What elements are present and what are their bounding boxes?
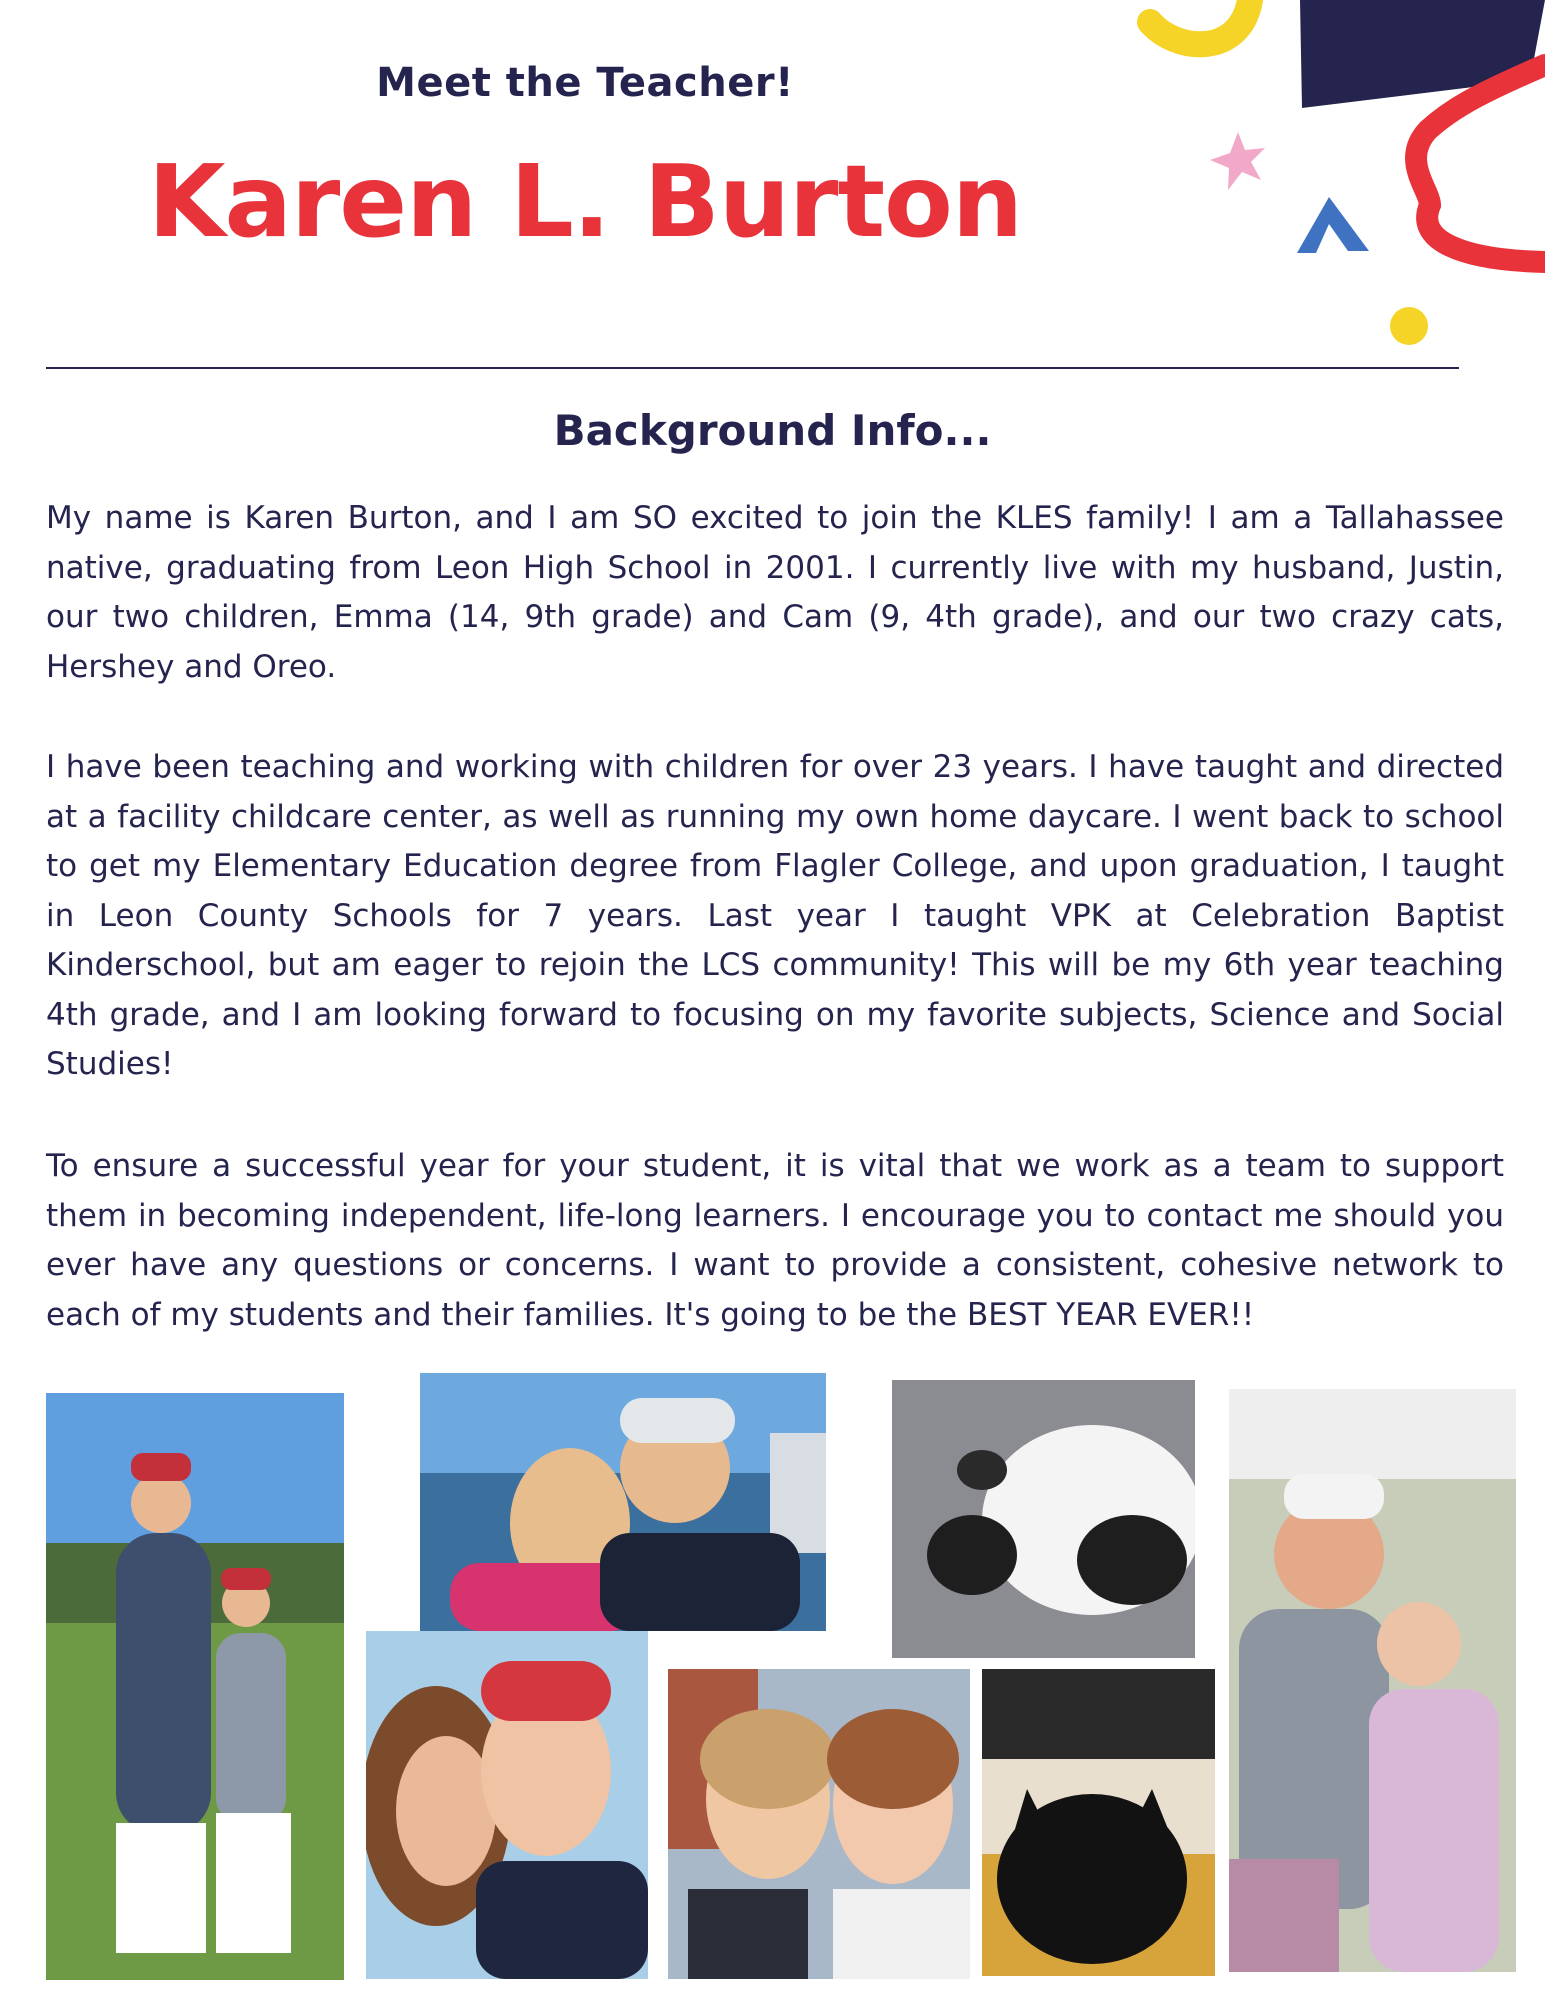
paragraph-partnership: To ensure a successful year for your student, it is vital that we work as a team to support them in becoming independent, life-long learners. I encourage you to contact me should you ever have any questions or concerns. I want to provide a consistent, cohesive network to each of my students and their families. It's going to be the BEST YEAR EVER!! (46, 1148, 1504, 1333)
photo-dad-daughter-hug (1229, 1389, 1516, 1972)
section-heading: Background Info... (553, 406, 992, 455)
pink-star-shape (1210, 132, 1265, 190)
paragraph-experience: I have been teaching and working with children for over 23 years. I have taught and directed at a facility childcare center, as well as running my own home daycare. I went back to school to get my Elementary Education degree from Flagler College, and upon graduation, I taught in Leon County Schools for 7 years. Last year I taught VPK at Celebration Baptist Kinderschool, but am eager to rejoin the LCS community! This will be my 6th year teaching 4th grade, and I am looking forward to focusing on my favorite subjects, Science and Social Studies! (46, 749, 1504, 1082)
teacher-name-title: Karen L. Burton (147, 143, 1023, 260)
photo-couple-beach-selfie (420, 1373, 826, 1631)
photo-mother-daughter-selfie (668, 1669, 970, 1979)
confetti-decoration (1130, 0, 1545, 360)
page-kicker: Meet the Teacher! (376, 60, 794, 106)
photo-sleeping-cat-oreo (892, 1380, 1195, 1658)
paragraph-intro: My name is Karen Burton, and I am SO excited to join the KLES family! I am a Tallahassee native, graduating from Leon High School in 2001. I currently live with my husband, Justin, our two children, Emma (14, 9th grade) and Cam (9, 4th grade), and our two crazy cats, Hershey and Oreo. (46, 500, 1504, 685)
photo-father-son-baseball (46, 1393, 344, 1980)
photo-black-cat-hershey (982, 1669, 1215, 1976)
photo-siblings-selfie (366, 1631, 648, 1979)
blue-chevron-shape (1297, 197, 1369, 253)
yellow-dot-shape (1390, 307, 1428, 345)
red-squiggle-shape (1416, 65, 1545, 262)
yellow-arc-shape (1150, 0, 1250, 44)
divider (46, 367, 1459, 369)
